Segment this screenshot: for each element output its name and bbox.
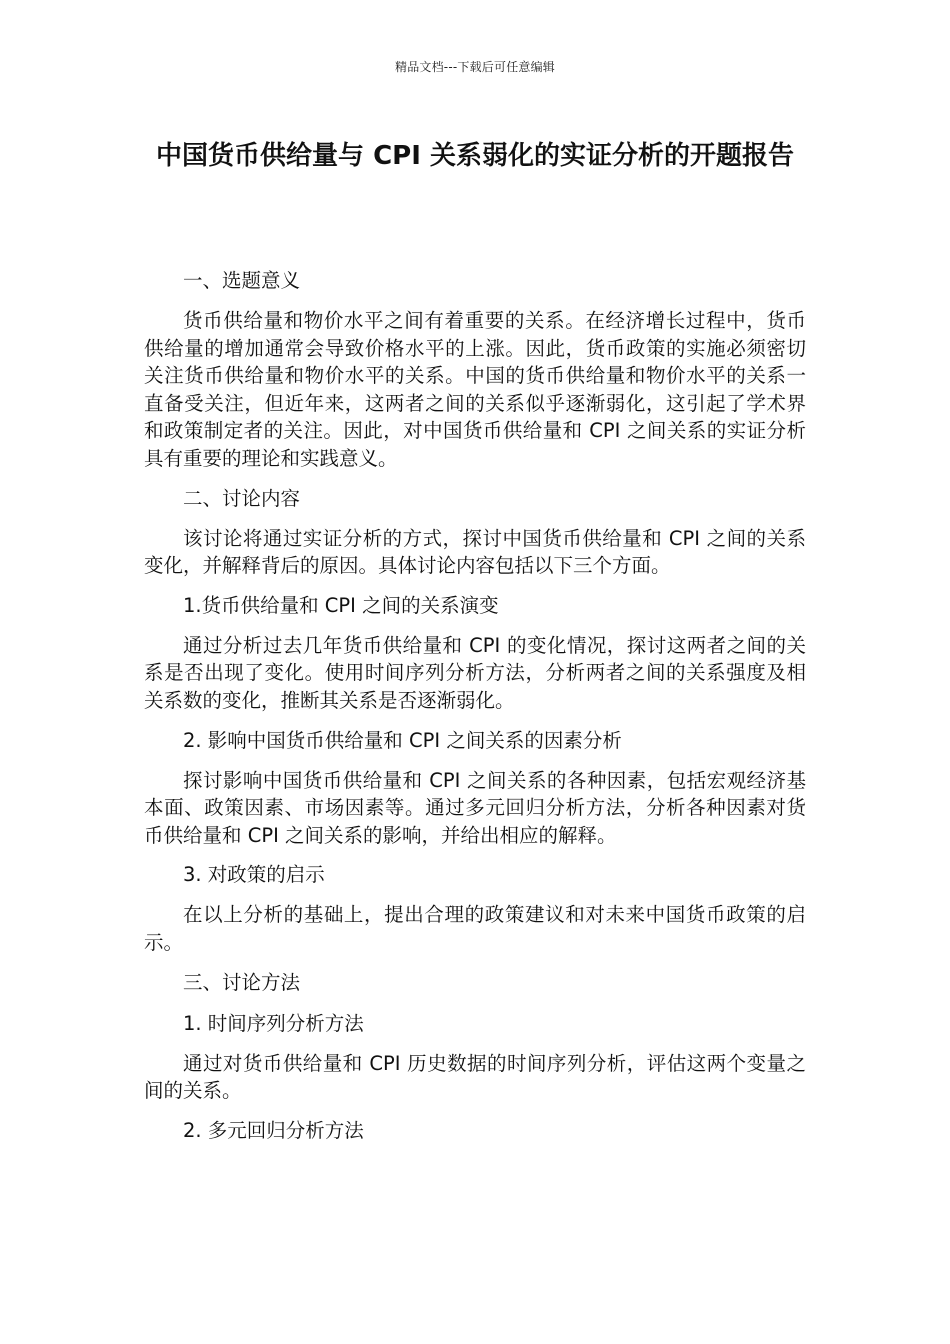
paragraph-time-series: 通过对货币供给量和 CPI 历史数据的时间序列分析，评估这两个变量之间的关系。 (144, 1051, 806, 1103)
paragraph-factor-analysis: 探讨影响中国货币供给量和 CPI 之间关系的各种因素，包括宏观经济基本面、政策因素、市场因素等。通过多元回归分析方法，分析各种因素对货币供给量和 CPI 之间关系的影响，并给出相应的解释。 (144, 768, 806, 847)
paragraph-relationship-evolution: 通过分析过去几年货币供给量和 CPI 的变化情况，探讨这两者之间的关系是否出现了变化。使用时间序列分析方法，分析两者之间的关系强度及相关系数的变化，推断其关系是否逐渐弱化。 (144, 633, 806, 712)
subheading-relationship-evolution: 1.货币供给量和 CPI 之间的关系演变 (183, 593, 499, 617)
paragraph-discussion-content: 该讨论将通过实证分析的方式，探讨中国货币供给量和 CPI 之间的关系变化，并解释背后的原因。具体讨论内容包括以下三个方面。 (144, 526, 806, 578)
subheading-time-series: 1. 时间序列分析方法 (183, 1011, 364, 1035)
paragraph-significance: 货币供给量和物价水平之间有着重要的关系。在经济增长过程中，货币供给量的增加通常会导致价格水平的上涨。因此，货币政策的实施必须密切关注货币供给量和物价水平的关系。中国的货币供给量和物价水平的关系一直备受关注，但近年来，这两者之间的关系似乎逐渐弱化，这引起了学术界和政策制定者的关注。因此，对中国货币供给量和 CPI 之间关系的实证分析具有重要的理论和实践意义。 (144, 309, 806, 470)
subheading-multiple-regression: 2. 多元回归分析方法 (183, 1118, 364, 1142)
section-heading-discussion-content: 二、讨论内容 (183, 486, 301, 510)
section-heading-significance: 一、选题意义 (183, 269, 301, 292)
document-body (144, 266, 806, 1157)
header-note: 精品文档---下载后可任意编辑 (395, 60, 555, 74)
subheading-policy-implications: 3. 对政策的启示 (183, 863, 325, 887)
subheading-factor-analysis: 2. 影响中国货币供给量和 CPI 之间关系的因素分析 (183, 728, 622, 752)
section-heading-methods: 三、讨论方法 (183, 970, 301, 994)
document-title: 中国货币供给量与 CPI 关系弱化的实证分析的开题报告 (156, 141, 794, 171)
paragraph-policy-implications: 在以上分析的基础上，提出合理的政策建议和对未来中国货币政策的启示。 (144, 903, 806, 954)
